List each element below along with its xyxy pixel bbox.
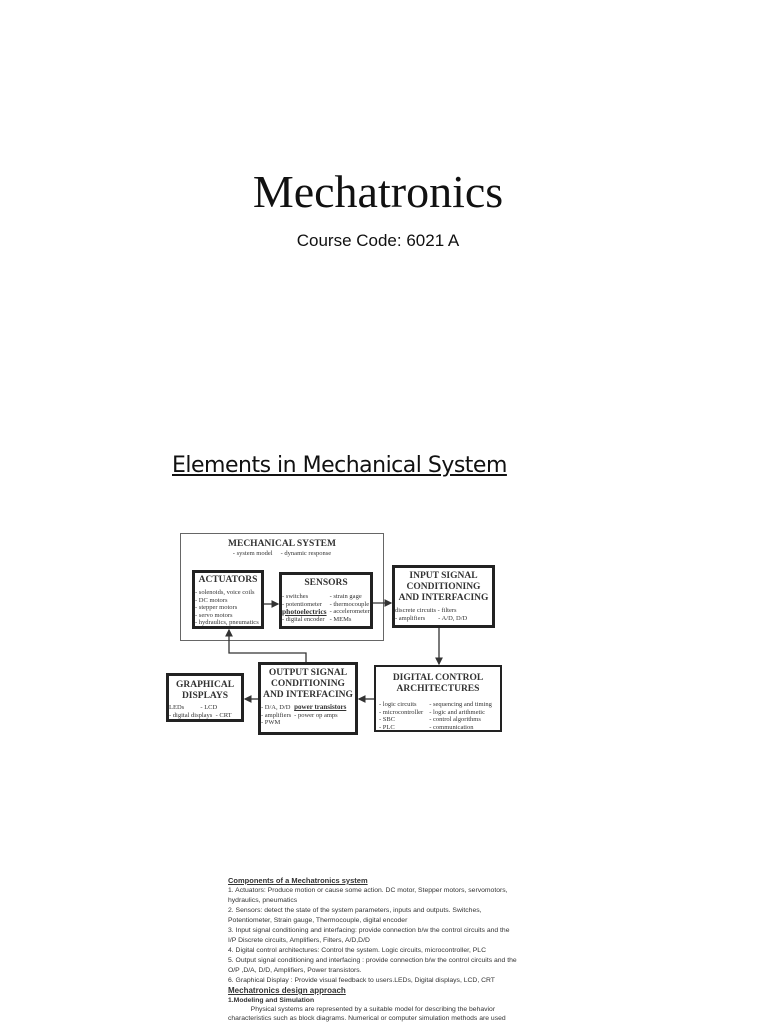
doc-line: Physical systems are represented by a suitable model for describing the behavior (228, 1006, 496, 1013)
doc-line: I/P Discrete circuits, Amplifiers, Filters, A/D,D/D (228, 937, 370, 944)
doc-line: characteristics such as block diagrams. Numerical or computer simulation methods are used (228, 1015, 506, 1022)
box-title: DIGITAL CONTROL (392, 673, 484, 683)
item: - servo motors (195, 611, 233, 619)
doc-line: 3. Input signal conditioning and interfacing: provide connection b/w the control circuits and the (228, 927, 510, 934)
item: LEDs - LCD (169, 704, 218, 711)
section-heading: Elements in Mechanical System (172, 453, 507, 478)
box-title: GRAPHICAL (175, 680, 235, 690)
doc-line: Potentiometer, Strain gauge, Thermocouple, digital encoder (228, 917, 408, 924)
item: - power op amps (294, 711, 338, 719)
item: - microcontroller (379, 708, 424, 716)
doc-line: O/P ,D/A, D/D, Amplifiers, Power transistors. (228, 967, 362, 974)
box-items: - system model - dynamic response (232, 550, 332, 557)
item: - logic and arithmetic (429, 708, 485, 716)
box-title: ARCHITECTURES (396, 684, 480, 694)
box-title: CONDITIONING (271, 679, 345, 689)
item: photoelectrics (282, 607, 327, 616)
course-code: Course Code: 6021 A (296, 231, 460, 250)
box-title: AND INTERFACING (263, 690, 353, 700)
item: - solenoids, voice coils (195, 589, 255, 596)
item: - SBC (379, 716, 396, 723)
box-title: DISPLAYS (181, 691, 229, 701)
item: - amplifiers (261, 711, 292, 719)
item: - strain gage (329, 593, 362, 600)
item: - potentiometer (282, 600, 322, 608)
item: - accelerometer (329, 608, 370, 615)
box-title: AND INTERFACING (398, 593, 489, 603)
item: - PWM (261, 719, 281, 726)
doc-heading: Components of a Mechatronics system (228, 876, 368, 885)
item: - control algorithms (429, 716, 481, 723)
item: discrete circuits - filters (395, 607, 457, 614)
item: - stepper motors (195, 604, 238, 611)
doc-line: 2. Sensors: detect the state of the system parameters, inputs and outputs. Switches, (228, 907, 482, 914)
item: - thermocouple (329, 600, 370, 608)
box-title: ACTUATORS (198, 575, 258, 585)
doc-subheading: 1.Modeling and Simulation (228, 997, 315, 1004)
item: - D/A, D/D (261, 704, 291, 711)
box-title: MECHANICAL SYSTEM (228, 539, 336, 549)
item: - digital encoder (282, 615, 325, 623)
doc-heading: Mechatronics design approach (228, 986, 346, 995)
item: - digital displays - CRT (169, 711, 232, 719)
box-title: OUTPUT SIGNAL (268, 668, 348, 678)
item: - PLC (379, 723, 395, 731)
arrow-output-actuators (229, 630, 306, 662)
item: power transistors (294, 703, 347, 711)
item: - logic circuits (379, 701, 417, 708)
doc-line: 1. Actuators: Produce motion or cause some action. DC motor, Stepper motors, servomotors, (228, 887, 508, 894)
item: - amplifiers - A/D, D/D (395, 614, 468, 622)
box-title: INPUT SIGNAL (409, 571, 478, 581)
item: - hydraulics, pneumatics (195, 619, 259, 626)
box-title: CONDITIONING (406, 582, 481, 592)
doc-line: hydraulics, pneumatics (228, 897, 298, 904)
page-title: Mechatronics (252, 166, 504, 217)
doc-line: 4. Digital control architectures: Control the system. Logic circuits, microcontroller, PLC (228, 947, 486, 954)
doc-line: 5. Output signal conditioning and interfacing : provide connection b/w the control circuits and the (228, 957, 517, 964)
item: - MEMs (329, 615, 352, 623)
doc-line: 6. Graphical Display : Provide visual feedback to users.LEDs, Digital displays, LCD, CRT (228, 977, 495, 984)
item: - DC motors (195, 596, 228, 604)
item: - communication (429, 723, 474, 731)
item: - sequencing and timing (429, 701, 492, 708)
box-title: SENSORS (304, 578, 348, 588)
item: - switches (282, 593, 309, 600)
